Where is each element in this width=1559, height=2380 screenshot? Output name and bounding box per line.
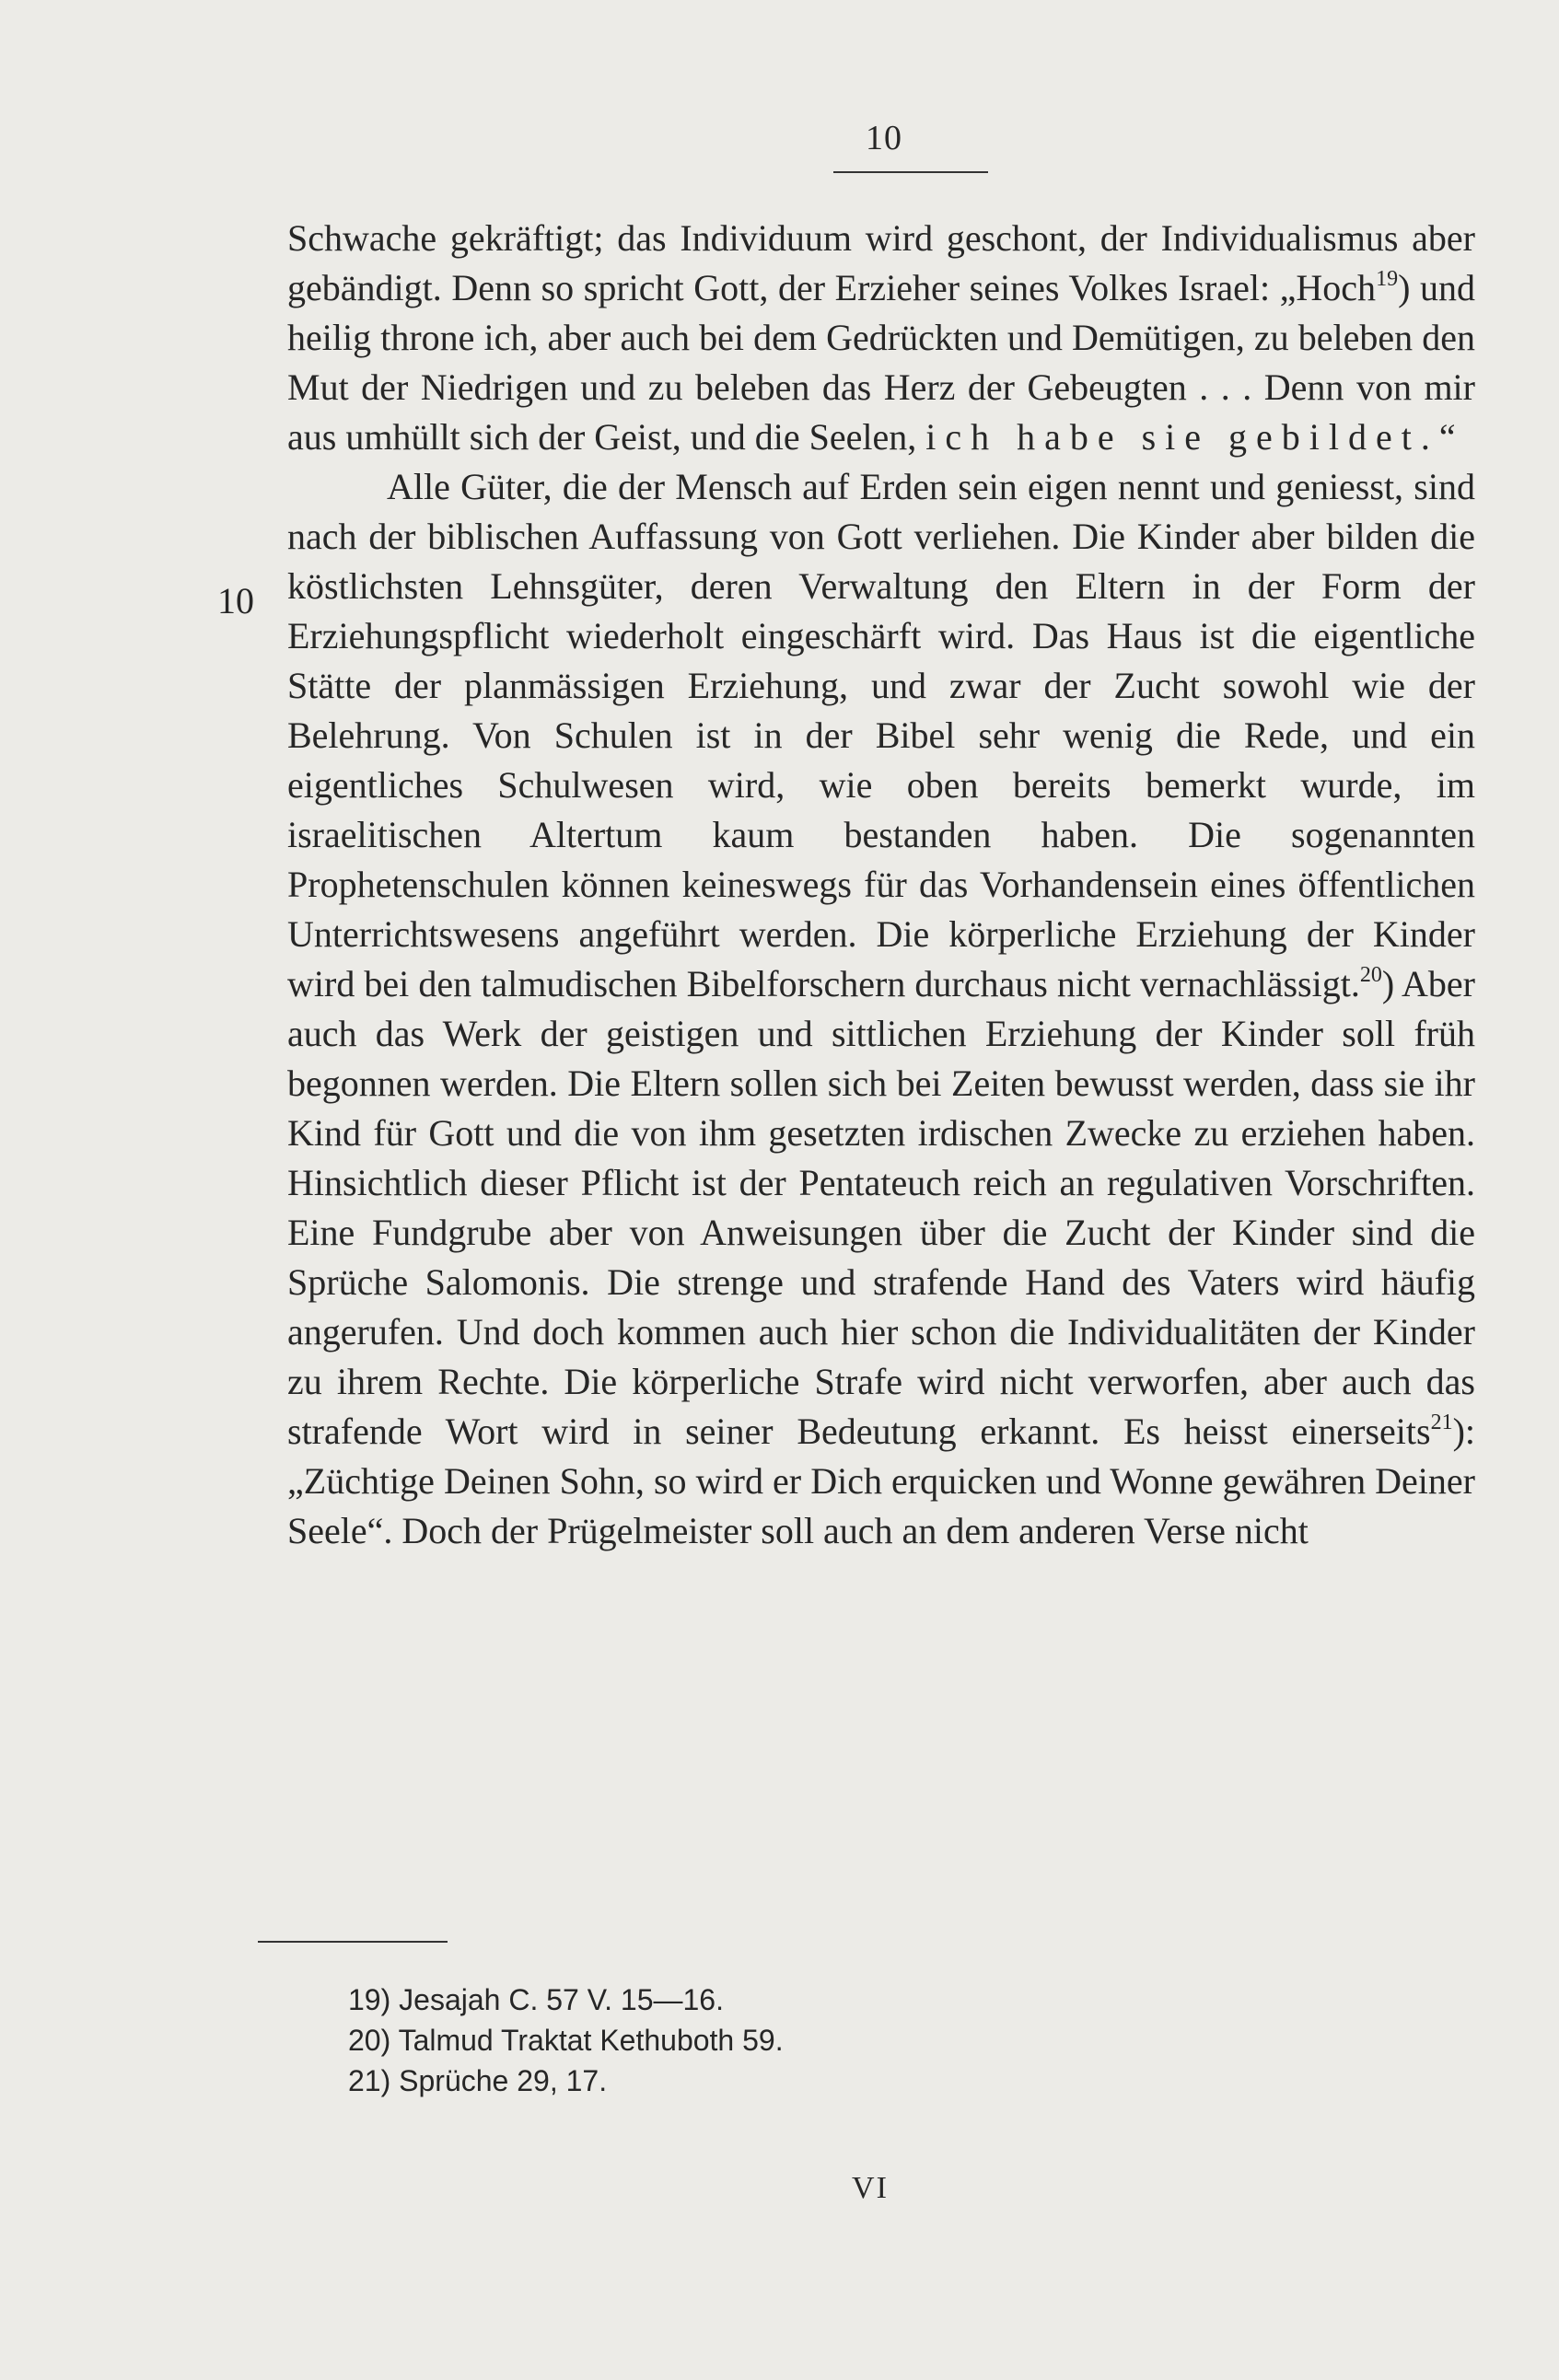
margin-line-number: 10 (217, 580, 254, 621)
closing-quote: “ (1438, 416, 1456, 458)
paragraph-2-text-c: ): „Züchtige Deinen Sohn, so wird er Dich erquicken und Wonne gewähren Deiner Seele“. Doch der Prügelmeister soll auch an dem anderen Verse nicht (287, 1411, 1475, 1551)
paragraph-1-text-b: ) und heilig throne ich, aber auch bei dem Gedrückten und Demütigen, zu beleben den Mut der Niedrigen und zu beleben das Herz der Gebeugten . . . Denn von mir aus umhüllt sich der Geist, und die Seelen, (287, 267, 1475, 458)
paragraph-2-text-b: ) Aber auch das Werk der geistigen und sittlichen Erziehung der Kinder soll früh begonnen werden. Die Eltern sollen sich bei Zeiten bewusst werden, dass sie ihr Kind für Gott und die von ihm gesetzten irdischen Zwecke zu erziehen haben. Hinsichtlich dieser Pflicht ist der Pentateuch reich an regulativen Vorschriften. Eine Fundgrube aber von Anweisungen über die Zucht der Kinder sind die Sprüche Salomonis. Die strenge und strafende Hand des Vaters wird häufig angerufen. Und doch kommen auch hier schon die Individualitäten der Kinder zu ihrem Rechte. Die körperliche Strafe wird nicht verworfen, aber auch das strafende Wort wird in seiner Bedeutung erkannt. Es heisst einerseits (287, 963, 1475, 1452)
footnote-rule (258, 1941, 448, 1943)
page-number: 10 (866, 119, 902, 157)
footnote-19: 19) Jesajah C. 57 V. 15—16. (348, 1983, 724, 2016)
footnote-21: 21) Sprüche 29, 17. (348, 2064, 608, 2097)
footnotes (348, 1979, 784, 2101)
signature-mark: VI (852, 2171, 889, 2205)
paragraph-1-text-a: Schwache gekräftigt; das Individuum wird geschont, der Individualismus aber gebändigt. Denn so spricht Gott, der Erzieher seines Volkes Israel: „Hoch (287, 217, 1475, 308)
paragraph-1 (287, 214, 1475, 462)
footnote-ref-20: 20 (1359, 963, 1382, 987)
footnote-20: 20) Talmud Traktat Kethuboth 59. (348, 2024, 784, 2057)
footnote-ref-21: 21 (1430, 1411, 1453, 1434)
footnote-ref-19: 19 (1376, 267, 1399, 291)
header-rule (833, 171, 988, 173)
body-text (287, 214, 1475, 1556)
paragraph-2 (287, 462, 1475, 1556)
paragraph-2-text-a: Alle Güter, die der Mensch auf Erden sein eigen nennt und geniesst, sind nach der biblischen Auffassung von Gott verliehen. Die Kinder aber bilden die köstlichsten Lehnsgüter, deren Verwaltung den Eltern in der Form der Erziehungspflicht wiederholt eingeschärft wird. Das Haus ist die eigentliche Stätte der planmässigen Erziehung, und zwar der Zucht sowohl wie der Belehrung. Von Schulen ist in der Bibel sehr wenig die Rede, und ein eigentliches Schulwesen wird, wie oben bereits bemerkt wurde, im israelitischen Altertum kaum bestanden haben. Die sogenannten Prophetenschulen können keineswegs für das Vorhandensein eines öffentlichen Unterrichtswesens angeführt werden. Die körperliche Erziehung der Kinder wird bei den talmudischen Bibelforschern durchaus nicht vernachlässigt. (287, 466, 1475, 1004)
spaced-emphasis: ich habe sie gebildet. (925, 416, 1439, 458)
